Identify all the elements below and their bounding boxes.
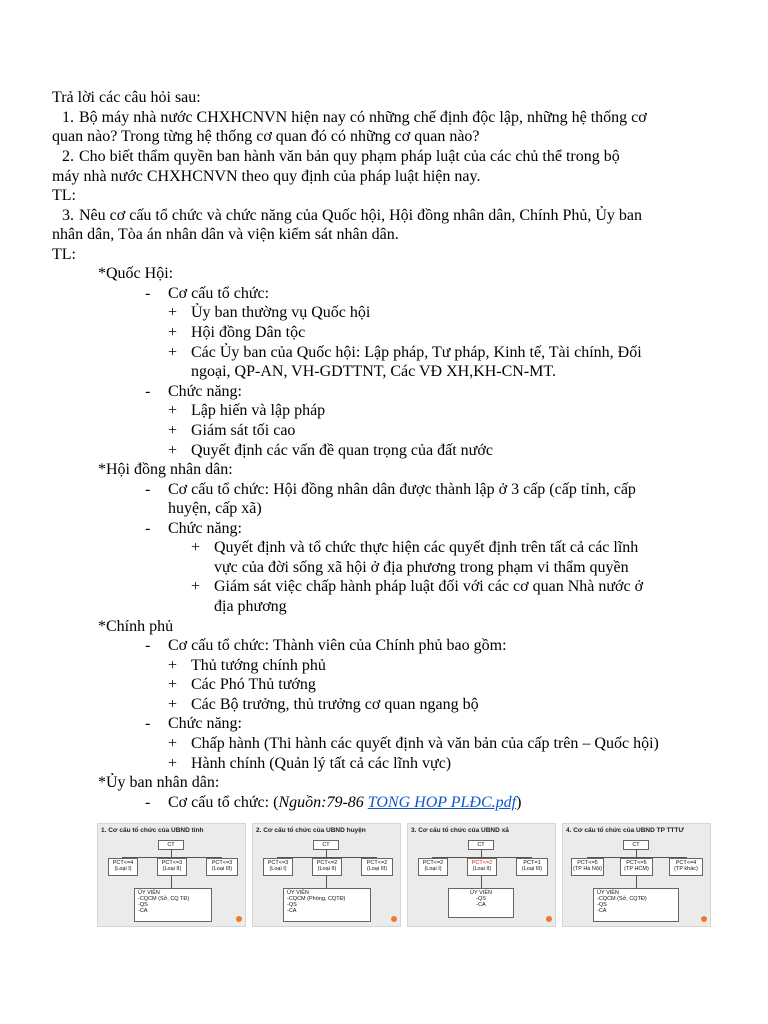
source-label: Nguồn:79-86	[278, 794, 364, 811]
quoc-hoi-structure-item: Hội đồng Dân tộc	[191, 324, 306, 341]
pct-box: PCT<=2 (Loại II)	[467, 858, 497, 876]
accent-dot	[701, 916, 707, 922]
plus-marker: +	[168, 344, 178, 361]
ubnd-structure-prefix: Cơ cấu tổ chức: (	[168, 794, 279, 811]
members-box: ỦY VIÊN -QS -CA	[448, 888, 514, 918]
hdnd-function-2-line1: Giám sát việc chấp hành pháp luật đối với các cơ quan Nhà nước ở	[214, 578, 644, 595]
hdnd-structure-line1: Cơ cấu tổ chức: Hội đồng nhân dân được thành lập ở 3 cấp (cấp tỉnh, cấp	[168, 481, 636, 498]
chinh-phu-structure-item: Các Phó Thủ tướng	[191, 676, 316, 693]
members-box: ỦY VIÊN -CQCM (Sở, CQ TĐ) -QS -CA	[134, 888, 212, 922]
answer-label-2: TL:	[52, 246, 76, 263]
ct-box: CT	[623, 840, 649, 850]
q3-line1: Nêu cơ cấu tổ chức và chức năng của Quốc hội, Hội đồng nhân dân, Chính Phủ, Ủy ban	[79, 207, 642, 224]
q2-line1: Cho biết thẩm quyền ban hành văn bản quy phạm pháp luật của các chủ thể trong bộ	[79, 148, 620, 165]
quoc-hoi-structure-item: Ủy ban thường vụ Quốc hội	[191, 304, 371, 321]
chinh-phu-function-label: Chức năng:	[168, 715, 242, 732]
q3-line2: nhân dân, Tòa án nhân dân và viện kiểm sát nhân dân.	[52, 226, 399, 243]
answer-label-1: TL:	[52, 187, 76, 204]
connector	[171, 876, 172, 888]
ubnd-structure-suffix: )	[516, 794, 522, 811]
intro-line: Trả lời các câu hỏi sau:	[52, 89, 201, 106]
q1-line2: quan nào? Trong từng hệ thống cơ quan đó có những cơ quan nào?	[52, 128, 480, 145]
quoc-hoi-function-item: Lập hiến và lập pháp	[191, 402, 326, 419]
chinh-phu-function-item: Chấp hành (Thi hành các quyết định và văn bản của cấp trên – Quốc hội)	[191, 735, 659, 752]
plus-marker: +	[191, 578, 201, 595]
dash-marker: -	[145, 794, 151, 811]
q1-number: 1.	[62, 109, 74, 126]
accent-dot	[546, 916, 552, 922]
plus-marker: +	[168, 696, 178, 713]
hdnd-heading: *Hội đồng nhân dân:	[98, 461, 233, 478]
chinh-phu-structure-item: Thủ tướng chính phủ	[191, 657, 326, 674]
hdnd-function-1-line2: vực của đời sống xã hội ở địa phương trong phạm vi thẩm quyền	[214, 559, 629, 576]
pct-box: PCT<=2 (Loại III)	[361, 858, 393, 876]
q2-line2: máy nhà nước CHXHCNVN theo quy định của pháp luật hiện nay.	[52, 168, 481, 185]
plus-marker: +	[168, 402, 178, 419]
org-chart-title: 3. Cơ cấu tổ chức của UBND xã	[411, 827, 509, 834]
hdnd-function-label: Chức năng:	[168, 520, 242, 537]
hdnd-function-1-line1: Quyết định và tổ chức thực hiện các quyết định trên tất cả các lĩnh	[214, 539, 639, 556]
dash-marker: -	[145, 285, 151, 302]
pct-box: PCT<=2 (Loại II)	[312, 858, 342, 876]
org-chart-panel	[97, 823, 246, 927]
chinh-phu-structure-item: Các Bộ trưởng, thủ trưởng cơ quan ngang bộ	[191, 696, 479, 713]
dash-marker: -	[145, 715, 151, 732]
hdnd-structure-line2: huyện, cấp xã)	[168, 500, 262, 517]
chinh-phu-structure-label: Cơ cấu tổ chức: Thành viên của Chính phủ bao gồm:	[168, 637, 507, 654]
ubnd-heading: *Ủy ban nhân dân:	[98, 774, 220, 791]
accent-dot	[236, 916, 242, 922]
plus-marker: +	[168, 304, 178, 321]
quoc-hoi-structure-label: Cơ cấu tổ chức:	[168, 285, 270, 302]
connector	[481, 876, 482, 888]
chinh-phu-heading: *Chính phủ	[98, 618, 174, 635]
quoc-hoi-function-item: Quyết định các vấn đề quan trọng của đất nước	[191, 442, 493, 459]
quoc-hoi-heading: *Quốc Hội:	[98, 265, 174, 282]
ct-box: CT	[468, 840, 494, 850]
members-box: ỦY VIÊN -CQCM (Sở, CQTĐ) -QS -CA	[593, 888, 679, 922]
plus-marker: +	[168, 442, 178, 459]
pct-box: PCT<=3 (Loại III)	[206, 858, 238, 876]
org-chart-panel	[407, 823, 556, 927]
quoc-hoi-structure-item: Các Ủy ban của Quốc hội: Lập pháp, Tư pháp, Kinh tế, Tài chính, Đối	[191, 344, 642, 361]
org-chart-title: 4. Cơ cấu tổ chức của UBND TP TTTƯ	[566, 827, 684, 834]
connector	[636, 876, 637, 888]
source-pdf-link[interactable]: TONG HOP PLĐC.pdf	[367, 794, 517, 811]
members-box: ỦY VIÊN -CQCM (Phòng, CQTĐ) -QS -CA	[283, 888, 371, 922]
dash-marker: -	[145, 637, 151, 654]
pct-box: PCT<=5 (TP HCM)	[620, 858, 653, 876]
plus-marker: +	[168, 755, 178, 772]
q3-number: 3.	[62, 207, 74, 224]
org-chart-title: 2. Cơ cấu tổ chức của UBND huyện	[256, 827, 366, 834]
pct-box: PCT<=3 (Loại I)	[263, 858, 293, 876]
pct-box: PCT<=4 (Loại I)	[108, 858, 138, 876]
quoc-hoi-structure-item-cont: ngoại, QP-AN, VH-GDTTNT, Các VĐ XH,KH-CN-MT.	[191, 363, 556, 380]
q1-line1: Bộ máy nhà nước CHXHCNVN hiện nay có những chế định độc lập, những hệ thống cơ	[79, 109, 647, 126]
org-chart-title: 1. Cơ cấu tổ chức của UBND tỉnh	[101, 827, 204, 834]
plus-marker: +	[191, 539, 201, 556]
org-chart-panel	[562, 823, 711, 927]
pct-box: PCT<=3 (Loại II)	[157, 858, 187, 876]
org-chart-panel	[252, 823, 401, 927]
plus-marker: +	[168, 324, 178, 341]
dash-marker: -	[145, 481, 151, 498]
hdnd-function-2-line2: địa phương	[214, 598, 287, 615]
accent-dot	[391, 916, 397, 922]
dash-marker: -	[145, 383, 151, 400]
quoc-hoi-function-item: Giám sát tối cao	[191, 422, 296, 439]
ubnd-org-charts	[97, 823, 717, 927]
ubnd-structure-line	[168, 793, 521, 813]
ct-box: CT	[158, 840, 184, 850]
pct-box: PCT<=5 (TP Hà Nội)	[571, 858, 604, 876]
pct-box: PCT<=2 (Loại I)	[418, 858, 448, 876]
plus-marker: +	[168, 657, 178, 674]
ct-box: CT	[313, 840, 339, 850]
plus-marker: +	[168, 735, 178, 752]
plus-marker: +	[168, 422, 178, 439]
plus-marker: +	[168, 676, 178, 693]
connector	[326, 876, 327, 888]
pct-box: PCT<=4 (TP khác)	[669, 858, 703, 876]
quoc-hoi-function-label: Chức năng:	[168, 383, 242, 400]
q2-number: 2.	[62, 148, 74, 165]
dash-marker: -	[145, 520, 151, 537]
pct-box: PCT=1 (Loại III)	[516, 858, 548, 876]
chinh-phu-function-item: Hành chính (Quản lý tất cả các lĩnh vực)	[191, 755, 452, 772]
